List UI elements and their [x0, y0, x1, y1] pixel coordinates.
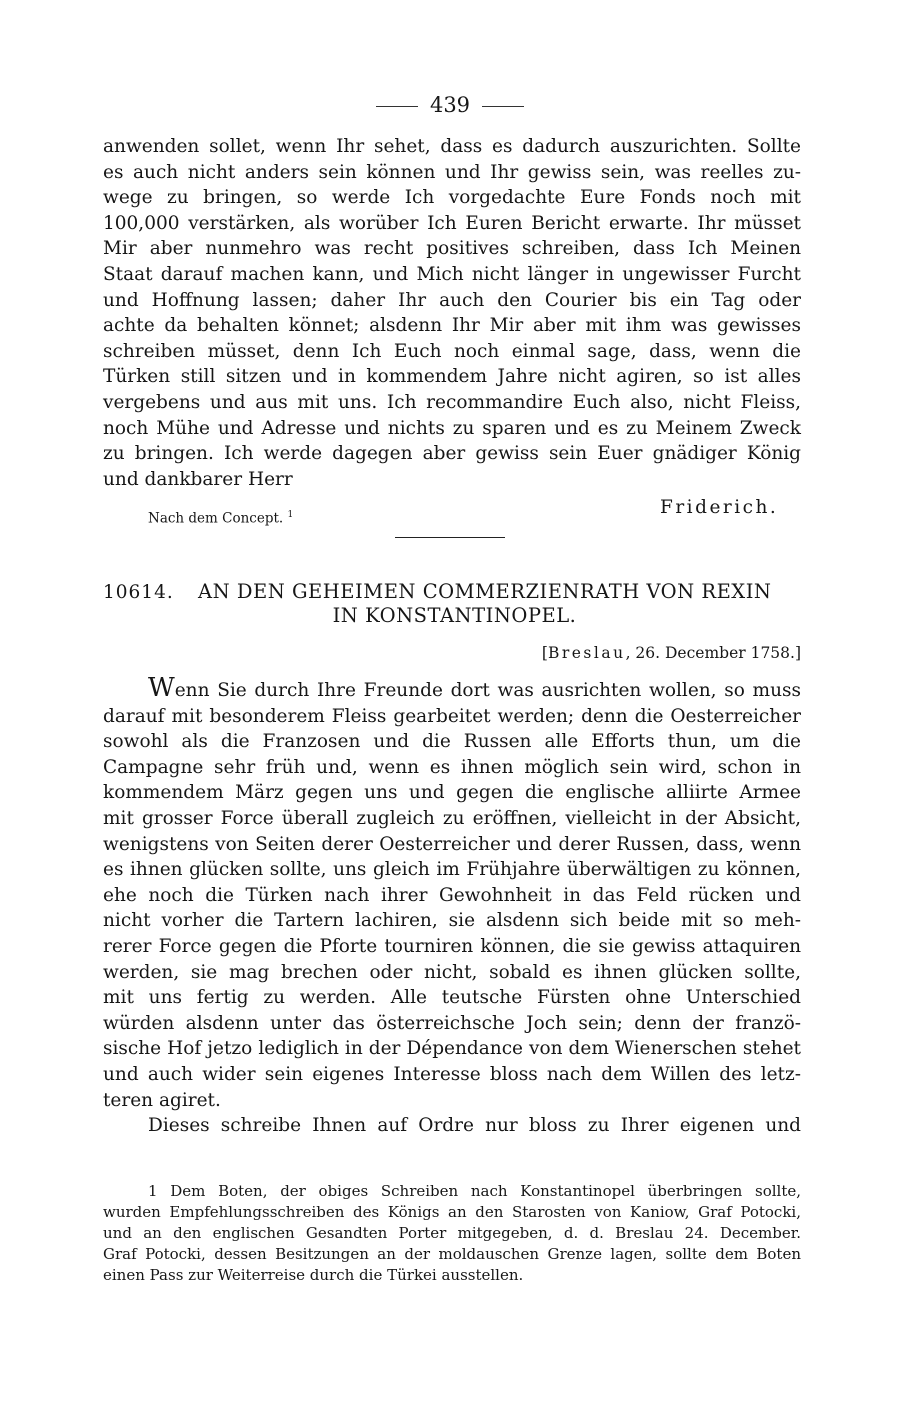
dateline-place: Breslau	[547, 644, 626, 662]
entry-heading-line-2: IN KONSTANTINOPEL.	[332, 604, 577, 627]
text-line: Campagne sehr früh und, wenn es ihnen möglich sein wird, schon in	[103, 756, 801, 778]
text-line: anwenden sollet, wenn Ihr sehet, dass es dadurch auszurichten. Sollte	[103, 136, 801, 157]
text-line: würden alsdenn unter das österreichsche Joch sein; denn der franzö-	[103, 1012, 801, 1034]
text-line: 100,000 verstärken, als worüber Ich Euren Bericht erwarte. Ihr müsset	[103, 212, 801, 234]
text-line: vergebens und aus mit uns. Ich recommandire Euch also, nicht Fleiss,	[103, 391, 801, 413]
text-line-first	[103, 673, 801, 704]
dateline	[542, 644, 801, 662]
entry-number: 10614.	[103, 582, 174, 603]
text-line: achte da behalten könnet; alsdenn Ihr Mir aber mit ihm was gewisses	[103, 315, 801, 337]
signature: Friderich.	[660, 497, 779, 518]
text-line: Mir aber nunmehro was recht positives schreiben, dass Ich Meinen	[103, 238, 801, 260]
section-divider	[395, 537, 505, 538]
text-line: rerer Force gegen die Pforte tourniren können, die sie gewiss attaquiren	[103, 935, 801, 957]
footnote-line: 1 Dem Boten, der obiges Schreiben nach Konstantinopel überbringen sollte,	[148, 1182, 801, 1200]
footnote-block	[103, 1181, 801, 1286]
text-line: ehe noch die Türken nach ihrer Gewohnheit in das Feld rücken und	[103, 884, 801, 906]
text-line: sische Hof jetzo lediglich in der Dépendance von dem Wienerschen stehet	[103, 1038, 801, 1060]
text-line: sowohl als die Franzosen und die Russen alle Efforts thun, um die	[103, 731, 801, 753]
letter-end-paragraph	[103, 134, 801, 492]
text-line: kommendem März gegen uns und gegen die englische alliirte Armee	[103, 782, 801, 804]
text-line: wenigstens von Seiten derer Oesterreicher und derer Russen, dass, wenn	[103, 833, 801, 855]
page-number-text: 439	[429, 93, 471, 117]
source-note-text: Nach dem Concept.	[148, 510, 284, 527]
dateline-open: [	[541, 644, 548, 662]
text-line: und dankbarer Herr	[103, 468, 293, 490]
text-line: mit uns fertig zu werden. Alle teutsche Fürsten ohne Unterschied	[103, 987, 801, 1009]
footnote-line: wurden Empfehlungsschreiben des Königs an den Starosten von Kaniow, Graf Potocki,	[103, 1203, 801, 1221]
page-number-dash-right	[482, 106, 524, 107]
text-line: und auch wider sein eigenes Interesse bloss nach dem Willen des letz-	[103, 1063, 801, 1085]
text-line: darauf mit besonderem Fleiss gearbeitet werden; denn die Oesterreicher	[103, 705, 801, 727]
footnote-line: einen Pass zur Weiterreise durch die Türkei ausstellen.	[103, 1266, 524, 1284]
text-line: es ihnen glücken sollte, uns gleich im Frühjahre überwältigen zu können,	[103, 859, 801, 881]
source-note	[148, 510, 293, 527]
text-line: Staat darauf machen kann, und Mich nicht länger in ungewisser Furcht	[103, 263, 801, 285]
footnote-marker: 1	[287, 510, 294, 520]
text-line: zu bringen. Ich werde dagegen aber gewiss sein Euer gnädiger König	[103, 443, 801, 465]
dateline-rest: , 26. December 1758.]	[625, 644, 801, 662]
footnote-line: und an den englischen Gesandten Porter mitgegeben, d. d. Breslau 24. December.	[103, 1224, 801, 1242]
text-line: und Hoffnung lassen; daher Ihr auch den Courier bis ein Tag oder	[103, 289, 801, 311]
page-number-dash-left	[376, 106, 418, 107]
text-line: mit grosser Force überall zugleich zu eröffnen, vielleicht in der Absicht,	[103, 807, 801, 829]
text-line: Türken still sitzen und in kommendem Jahre nicht agiren, so ist alles	[103, 366, 801, 388]
text-line-first-rest: enn Sie durch Ihre Freunde dort was ausrichten wollen, so muss	[174, 680, 801, 701]
text-line: noch Mühe und Adresse und nichts zu sparen und es zu Meinem Zweck	[103, 417, 801, 439]
text-line-para2: Dieses schreibe Ihnen auf Ordre nur bloss zu Ihrer eigenen und	[148, 1115, 801, 1137]
page-number	[0, 92, 900, 118]
entry-heading-line-1: AN DEN GEHEIMEN COMMERZIENRATH VON REXIN	[198, 580, 772, 603]
entry-heading	[198, 580, 801, 628]
text-line: wege zu bringen, so werde Ich vorgedachte Eure Fonds noch mit	[103, 187, 801, 209]
text-line: nicht vorher die Tartern lachiren, sie alsdenn sich beide mit so meh-	[103, 910, 801, 932]
drop-initial: W	[148, 673, 175, 703]
text-line: teren agiret.	[103, 1089, 221, 1111]
text-line: schreiben müsset, denn Ich Euch noch einmal sage, dass, wenn die	[103, 340, 801, 362]
footnote-line: Graf Potocki, dessen Besitzungen an der moldauschen Grenze lagen, sollte dem Boten	[103, 1245, 801, 1263]
text-line: werden, sie mag brechen oder nicht, sobald es ihnen glücken sollte,	[103, 961, 801, 983]
text-line: es auch nicht anders sein können und Ihr gewiss sein, was reelles zu-	[103, 161, 801, 183]
letter-body-paragraph	[103, 673, 801, 1139]
